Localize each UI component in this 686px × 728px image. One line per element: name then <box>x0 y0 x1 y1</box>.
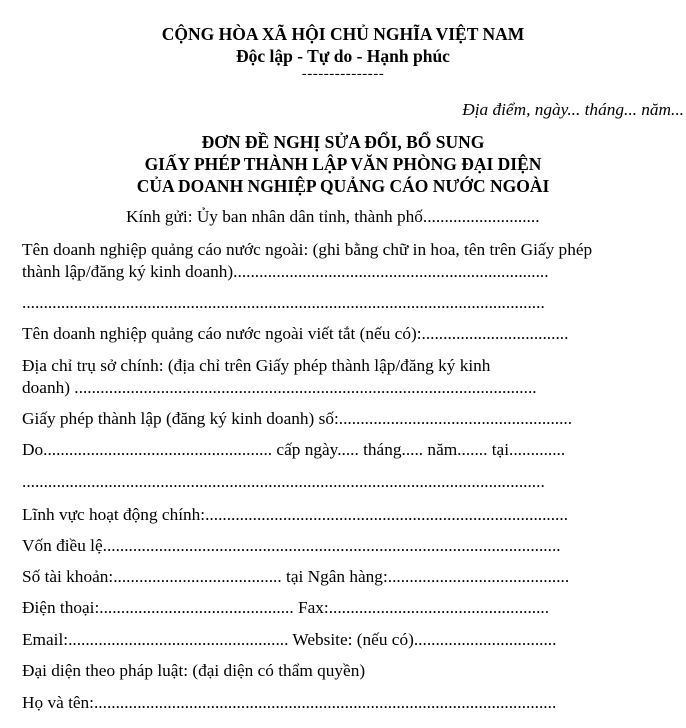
place-date-line: Địa điểm, ngày... tháng... năm... <box>462 100 684 119</box>
field-line: Đại diện theo pháp luật: (đại diện có thẩm quyền) <box>22 661 366 680</box>
doc-title-line-3: CỦA DOANH NGHIỆP QUẢNG CÁO NƯỚC NGOÀI <box>136 176 550 196</box>
doc-title-line-1: ĐƠN ĐỀ NGHỊ SỬA ĐỔI, BỔ SUNG <box>201 132 485 152</box>
field-line: Email:................................................... Website: (nếu có)................................. <box>22 630 557 649</box>
field-line: thành lập/đăng ký kinh doanh)......................................................................... <box>22 262 549 281</box>
national-motto: Độc lập - Tự do - Hạnh phúc <box>236 46 450 66</box>
field-line: Tên doanh nghiệp quảng cáo nước ngoài viết tắt (nếu có):.................................. <box>22 324 569 343</box>
national-title: CỘNG HÒA XÃ HỘI CHỦ NGHĨA VIỆT NAM <box>161 24 525 44</box>
field-line: Họ và tên:........................................................................................................... <box>22 693 557 712</box>
field-line: Số tài khoản:....................................... tại Ngân hàng:.......................................... <box>22 567 570 586</box>
field-line: Địa chỉ trụ sở chính: (địa chỉ trên Giấy phép thành lập/đăng ký kinh <box>22 356 491 375</box>
field-line: Do..................................................... cấp ngày..... tháng..... năm....... tại............. <box>22 440 566 459</box>
field-line: Tên doanh nghiệp quảng cáo nước ngoài: (ghi bằng chữ in hoa, tên trên Giấy phép <box>22 240 593 259</box>
field-line: Vốn điều lệ.......................................................................................................... <box>22 536 561 555</box>
field-line: Giấy phép thành lập (đăng ký kinh doanh) số:...................................................... <box>22 409 573 428</box>
recipient-line: Kính gửi: Ủy ban nhân dân tỉnh, thành phố........................... <box>126 207 540 226</box>
field-line: Lĩnh vực hoạt động chính:.................................................................................... <box>22 505 569 524</box>
field-line: ......................................................................................................................... <box>22 293 545 312</box>
doc-title-line-2: GIẤY PHÉP THÀNH LẬP VĂN PHÒNG ĐẠI DIỆN <box>144 154 542 174</box>
header-separator: --------------- <box>301 66 385 82</box>
field-line: Điện thoại:............................................. Fax:................................................... <box>22 598 550 617</box>
field-line: doanh) ........................................................................................................... <box>22 378 537 397</box>
field-line: ......................................................................................................................... <box>22 472 545 491</box>
